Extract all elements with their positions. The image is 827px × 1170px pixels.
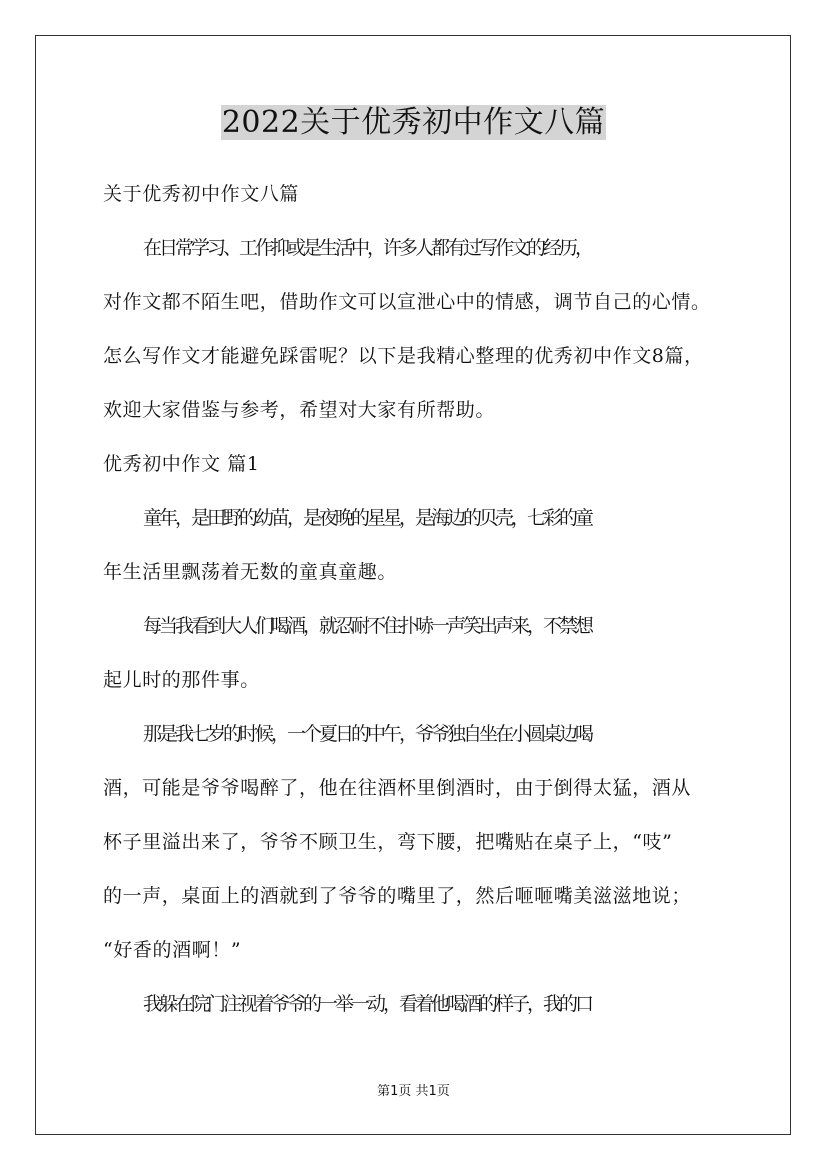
text-line: 年生活里飘荡着无数的童真童趣。 — [103, 561, 398, 583]
text-line: 怎么写作文才能避免踩雷呢？以下是我精心整理的优秀初中作文8篇， — [103, 345, 704, 367]
page-footer: 第1页 共1页 — [377, 1084, 450, 1099]
text-line: 每当我看到大人们喝酒，就忍耐不住扑哧一声笑出声来，不禁想 — [143, 615, 592, 637]
text-line: 欢迎大家借鉴与参考，希望对大家有所帮助。 — [103, 399, 496, 421]
document-title — [0, 102, 827, 144]
text-line: 那是我七岁的时候，一个夏日的中午，爷爷独自坐在小圆桌边喝 — [143, 723, 592, 745]
text-line: 童年，是田野的幼苗，是夜晚的星星，是海边的贝壳，七彩的童 — [143, 507, 592, 529]
subtitle-line: 关于优秀初中作文八篇 — [103, 183, 300, 205]
section-heading: 优秀初中作文 篇1 — [103, 453, 260, 475]
text-line: 酒，可能是爷爷喝醉了，他在往酒杯里倒酒时，由于倒得太猛，酒从 — [103, 777, 692, 799]
text-line: 对作文都不陌生吧，借助作文可以宣泄心中的情感，调节自己的心情。 — [103, 291, 711, 313]
document-title-text: 2022关于优秀初中作文八篇 — [221, 105, 606, 140]
text-line: 的一声，桌面上的酒就到了爷爷的嘴里了，然后咂咂嘴美滋滋地说； — [103, 885, 692, 907]
text-line: “好香的酒啊！” — [103, 939, 242, 961]
text-line: 起儿时的那件事。 — [103, 669, 260, 691]
text-line: 我躲在院门注视着爷爷的一举一动，看着他喝酒的样子，我的口 — [143, 993, 592, 1015]
text-line: 在日常学习、工作抑或是生活中，许多人都有过写作文的经历， — [143, 237, 592, 259]
text-line: 杯子里溢出来了，爷爷不顾卫生，弯下腰，把嘴贴在桌子上，“吱” — [103, 831, 673, 853]
